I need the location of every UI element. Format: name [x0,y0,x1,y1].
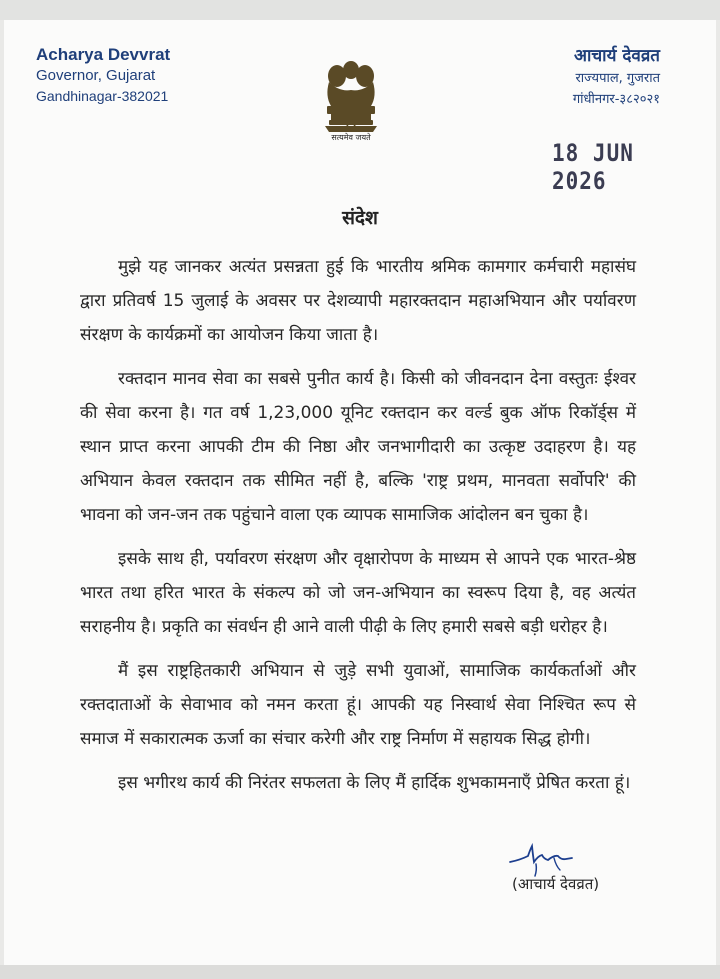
sender-address-en: Gandhinagar-382021 [36,88,169,104]
body-paragraph-5: इस भगीरथ कार्य की निरंतर सफलता के लिए मैं हार्दिक शुभकामनाएँ प्रेषित करता हूं। [118,773,631,793]
sender-designation-en: Governor, Gujarat [36,67,156,84]
body-paragraph-1: मुझे यह जानकर अत्यंत प्रसन्नता हुई कि भारतीय श्रमिक कामगार कर्मचारी महासंघ द्वारा प्रतिवर्ष 15 जुलाई के अवसर पर देशव्यापी महारक्तदान महाअभियान और पर्यावरण संरक्षण के कार्यक्रमों का आयोजन किया जाता है। [80,257,636,345]
date-stamp: 18 JUN 2026 [552,139,634,195]
background-strip-top [0,0,720,20]
signatory-name: (आचार्य देवव्रत) [512,875,600,893]
letter-body [80,250,636,810]
body-paragraph-4: मैं इस राष्ट्रहितकारी अभियान से जुड़े सभी युवाओं, सामाजिक कार्यकर्ताओं और रक्तदाताओं के सेवाभाव को नमन करता हूं। आपकी यह निस्वार्थ सेवा निश्चित रूप से समाज में सकारात्मक ऊर्जा का संचार करेगी और राष्ट्र निर्माण में सहायक सिद्ध होगी। [80,661,636,749]
sender-name-hi: आचार्य देवव्रत [574,46,660,66]
letterhead-english [36,44,256,106]
sender-name-en: Acharya Devvrat [36,45,171,64]
body-paragraph-3: इसके साथ ही, पर्यावरण संरक्षण और वृक्षारोपण के माध्यम से आपने एक भारत-श्रेष्ठ भारत तथा हरित भारत के संकल्प को जो जन-अभियान का स्वरूप दिया है, वह अत्यंत सराहनीय है। प्रकृति का संवर्धन ही आने वाली पीढ़ी के लिए हमारी सबसे बड़ी धरोहर है। [80,549,636,637]
emblem-motto: सत्यमेव जयते [331,133,371,142]
letterhead-hindi [460,44,660,110]
body-paragraph-2: रक्तदान मानव सेवा का सबसे पुनीत कार्य है। किसी को जीवनदान देना वस्तुतः ईश्वर की सेवा करना है। गत वर्ष 1,23,000 यूनिट रक्तदान कर वर्ल्ड बुक ऑफ रिकॉर्ड्स में स्थान प्राप्त करना आपकी टीम की निष्ठा और जनभागीदारी का उत्कृष्ट उदाहरण है। यह अभियान केवल रक्तदान तक सीमित नहीं है, बल्कि 'राष्ट्र प्रथम, मानवता सर्वोपरि' की भावना को जन-जन तक पहुंचाने वाला एक व्यापक सामाजिक आंदोलन बन चुका है। [80,369,636,525]
background-strip-bottom [0,965,720,979]
sender-address-hi: गांधीनगर-३८२०२१ [572,92,660,107]
sender-designation-hi: राज्यपाल, गुजरात [575,71,660,86]
letter-title: संदेश [342,207,378,229]
